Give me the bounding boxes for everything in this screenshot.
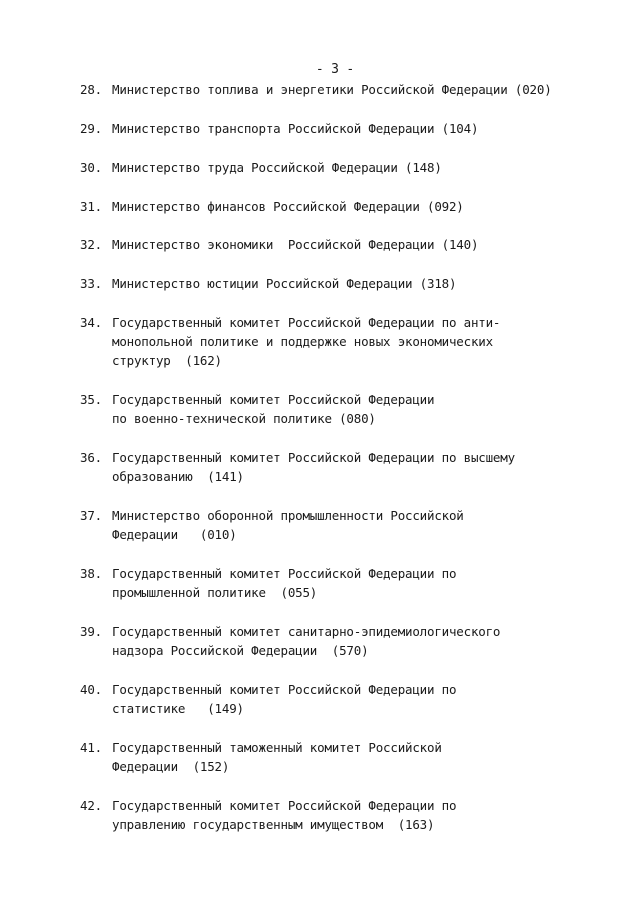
item-text: Министерство финансов Российской Федерации (092) [112,199,464,214]
item-number: 28. [80,82,102,97]
item-text: Министерство топлива и энергетики Российской Федерации (020) [112,82,552,97]
item-text: Государственный комитет санитарно-эпидемиологического [112,624,501,639]
item-text: структур (162) [112,353,222,368]
item-text: статистике (149) [112,701,244,716]
list-item [80,738,442,776]
item-number: 40. [80,682,102,697]
list-item [80,80,552,99]
item-number: 41. [80,740,102,755]
list-item [80,796,456,834]
list-item [80,119,478,138]
list-item [80,564,456,602]
item-text: Государственный комитет Российской Федерации [112,392,435,407]
list-item [80,158,442,177]
list-item [80,235,478,254]
item-text: Министерство оборонной промышленности Российской [112,508,464,523]
item-text: по военно-технической политике (080) [112,411,376,426]
list-item [80,506,464,544]
item-number: 33. [80,276,102,291]
list-item [80,390,434,428]
page-number: - 3 - [315,62,355,77]
item-text: Государственный таможенный комитет Российской [112,740,442,755]
item-text: управлению государственным имуществом (163) [112,817,435,832]
item-number: 42. [80,798,102,813]
item-text: Министерство труда Российской Федерации (148) [112,160,442,175]
item-number: 31. [80,199,102,214]
item-text: Государственный комитет Российской Федерации по [112,682,457,697]
item-number: 29. [80,121,102,136]
list-item [80,313,500,370]
item-number: 38. [80,566,102,581]
item-text: монопольной политике и поддержке новых экономических [112,334,493,349]
list-item [80,448,515,486]
item-text: Государственный комитет Российской Федерации по высшему [112,450,515,465]
item-number: 37. [80,508,102,523]
item-number: 35. [80,392,102,407]
item-number: 32. [80,237,102,252]
item-text: промышленной политике (055) [112,585,318,600]
item-text: Государственный комитет Российской Федерации по [112,798,457,813]
item-text: Министерство транспорта Российской Федерации (104) [112,121,479,136]
item-text: Министерство юстиции Российской Федерации (318) [112,276,457,291]
item-number: 30. [80,160,102,175]
item-number: 36. [80,450,102,465]
item-text: Министерство экономики Российской Федерации (140) [112,237,479,252]
list-item [80,622,500,660]
item-text: Государственный комитет Российской Федерации по [112,566,457,581]
item-text: Федерации (010) [112,527,237,542]
list-item [80,274,456,293]
item-text: надзора Российской Федерации (570) [112,643,369,658]
item-text: Федерации (152) [112,759,230,774]
item-number: 39. [80,624,102,639]
item-number: 34. [80,315,102,330]
list-item [80,680,456,718]
item-text: образованию (141) [112,469,244,484]
item-text: Государственный комитет Российской Федерации по анти- [112,315,501,330]
list-item [80,197,464,216]
